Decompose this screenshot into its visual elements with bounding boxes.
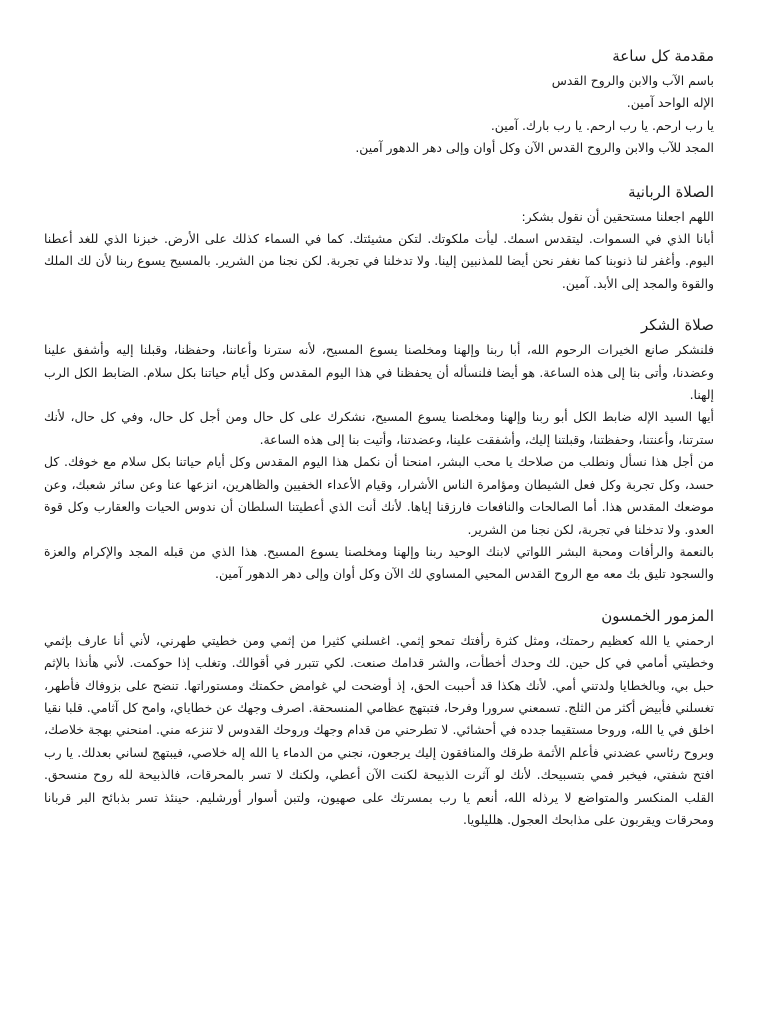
paragraph: أبانا الذي في السموات. ليتقدس اسمك. ليأت ملكوتك. لتكن مشيئتك. كما في السماء كذلك على الأرض. خبزنا الذي للغد أعطنا اليوم. وأغفر لنا ذنوبنا كما نغفر نحن أيضا للمذنبين إلينا. ولا تدخلنا في تجربة. لكن نجنا من الشرير. بالمسيح يسوع ربنا لأن لك الملك والقوة والمجد إلى الأبد. آمين. bbox=[44, 231, 714, 291]
paragraph: من أجل هذا نسأل ونطلب من صلاحك يا محب البشر، امنحنا أن نكمل هذا اليوم المقدس وكل أيام حياتنا بكل سلام مع خوفك. كل حسد، وكل تجربة وكل فعل الشيطان ومؤامرة الناس الأشرار، وقيام الأعداء الخفيين والظاهرين، انزعها عنا وعن سائر شعبك، وعن موضعك المقدس هذا. أما الصالحات والنافعات فارزقنا إياها. لأنك أنت الذي أعطيتنا السلطان أن ندوس الحيات والعقارب وكل قوة العدو. ولا تدخلنا في تجربة، لكن نجنا من الشرير. bbox=[44, 454, 714, 537]
section-title: مقدمة كل ساعة bbox=[612, 47, 714, 65]
paragraph: ارحمني يا الله كعظيم رحمتك، ومثل كثرة رأفتك تمحو إثمي. اغسلني كثيرا من إثمي ومن خطيتي طهرني، لأني أنا عارف بإثمي وخطيتي أمامي في كل حين. لك وحدك أخطأت، والشر قدامك صنعت. لكي تتبرر في أقوالك. وتغلب إذا حوكمت. لأني هأنذا بالإثم حبل بي، وبالخطايا ولدتني أمي. لأنك هكذا قد أحببت الحق، إذ أوضحت لي غوامض حكمتك ومستوراتها. تنضح على بزوفاك فأطهر، تغسلني فأبيض أكثر من الثلج. تسمعني سرورا وفرحا، فتبتهج عظامي المنسحقة. اصرف وجهك عن خطاياي، وامح كل آثامي. قلبا نقيا اخلق في يا الله، وروحا مستقيما جدده في أحشائي. لا تطرحني من قدام وجهك وروحك القدوس لا تنزعه مني. امنحني بهجة خلاصك، وبروح رئاسي عضدني فأعلم الأثمة طرقك والمنافقون إليك يرجعون، نجني من الدماء يا الله إله خلاصي، فيبتهج لساني بعدلك. يا رب افتح شفتي، فيخبر فمي بتسبيحك. لأنك لو آثرت الذبيحة لكنت الآن أعطي، ولكنك لا تسر بالمحرقات، فالذبيحة لله روح منسحق. القلب المنكسر والمتواضع لا يرذله الله، أنعم يا رب بمسرتك على صهيون، ولتبن أسوار أورشليم. حينئذ تسر بذبائح البر قربانا ومحرقات ويقربون على مذابحك العجول. هلليلويا. bbox=[44, 632, 714, 827]
text-line: اللهم اجعلنا مستحقين أن نقول بشكر: bbox=[521, 208, 714, 224]
section-gap bbox=[44, 160, 714, 180]
paragraph: أيها السيد الإله ضابط الكل أبو ربنا وإلهنا ومخلصنا يسوع المسيح، نشكرك على كل حال ومن أجل كل حال، وفي كل حال، لأنك سترتنا، وأعنتنا، وحفظتنا، وقبلتنا إليك، وأشفقت علينا، وعضدتنا، وأتيت بنا إلى هذه الساعة. bbox=[44, 409, 714, 447]
paragraph: بالنعمة والرأفات ومحبة البشر اللواتي لابنك الوحيد ربنا وإلهنا ومخلصنا يسوع المسيح. هذا الذي من قبله المجد والإكرام والعزة والسجود تليق بك معه مع الروح القدس المحيي المساوي لك الآن وكل أوان وإلى دهر الدهور آمين. bbox=[44, 543, 714, 582]
text-line: المجد للآب والابن والروح القدس الآن وكل أوان وإلى دهر الدهور آمين. bbox=[355, 140, 714, 156]
section-thanksgiving bbox=[44, 313, 714, 585]
section-psalm-50 bbox=[44, 604, 714, 832]
text-line: يا رب ارحم. يا رب ارحم. يا رب بارك. آمين. bbox=[490, 117, 714, 133]
section-title: المزمور الخمسون bbox=[601, 606, 714, 625]
document-page bbox=[44, 44, 714, 831]
text-line: الإله الواحد آمين. bbox=[626, 95, 714, 111]
section-gap bbox=[44, 586, 714, 604]
paragraph: فلنشكر صانع الخيرات الرحوم الله، أبا ربنا وإلهنا ومخلصنا يسوع المسيح، لأنه سترنا وأعاننا، وحفظنا، وقبلنا إليه وأشفق علينا وعضدنا، وأتى بنا إلى هذه الساعة. هو أيضا فلنسأله أن يحفظنا في هذا اليوم المقدس وكل أيام حياتنا بكل سلام. الضابط الكل الرب إلهنا. bbox=[44, 342, 714, 403]
section-lords-prayer bbox=[44, 180, 714, 296]
section-opening bbox=[44, 44, 714, 160]
text-line: باسم الآب والابن والروح القدس bbox=[551, 73, 714, 88]
section-gap bbox=[44, 295, 714, 313]
section-title: صلاة الشكر bbox=[641, 316, 714, 335]
section-title: الصلاة الربانية bbox=[628, 182, 714, 201]
